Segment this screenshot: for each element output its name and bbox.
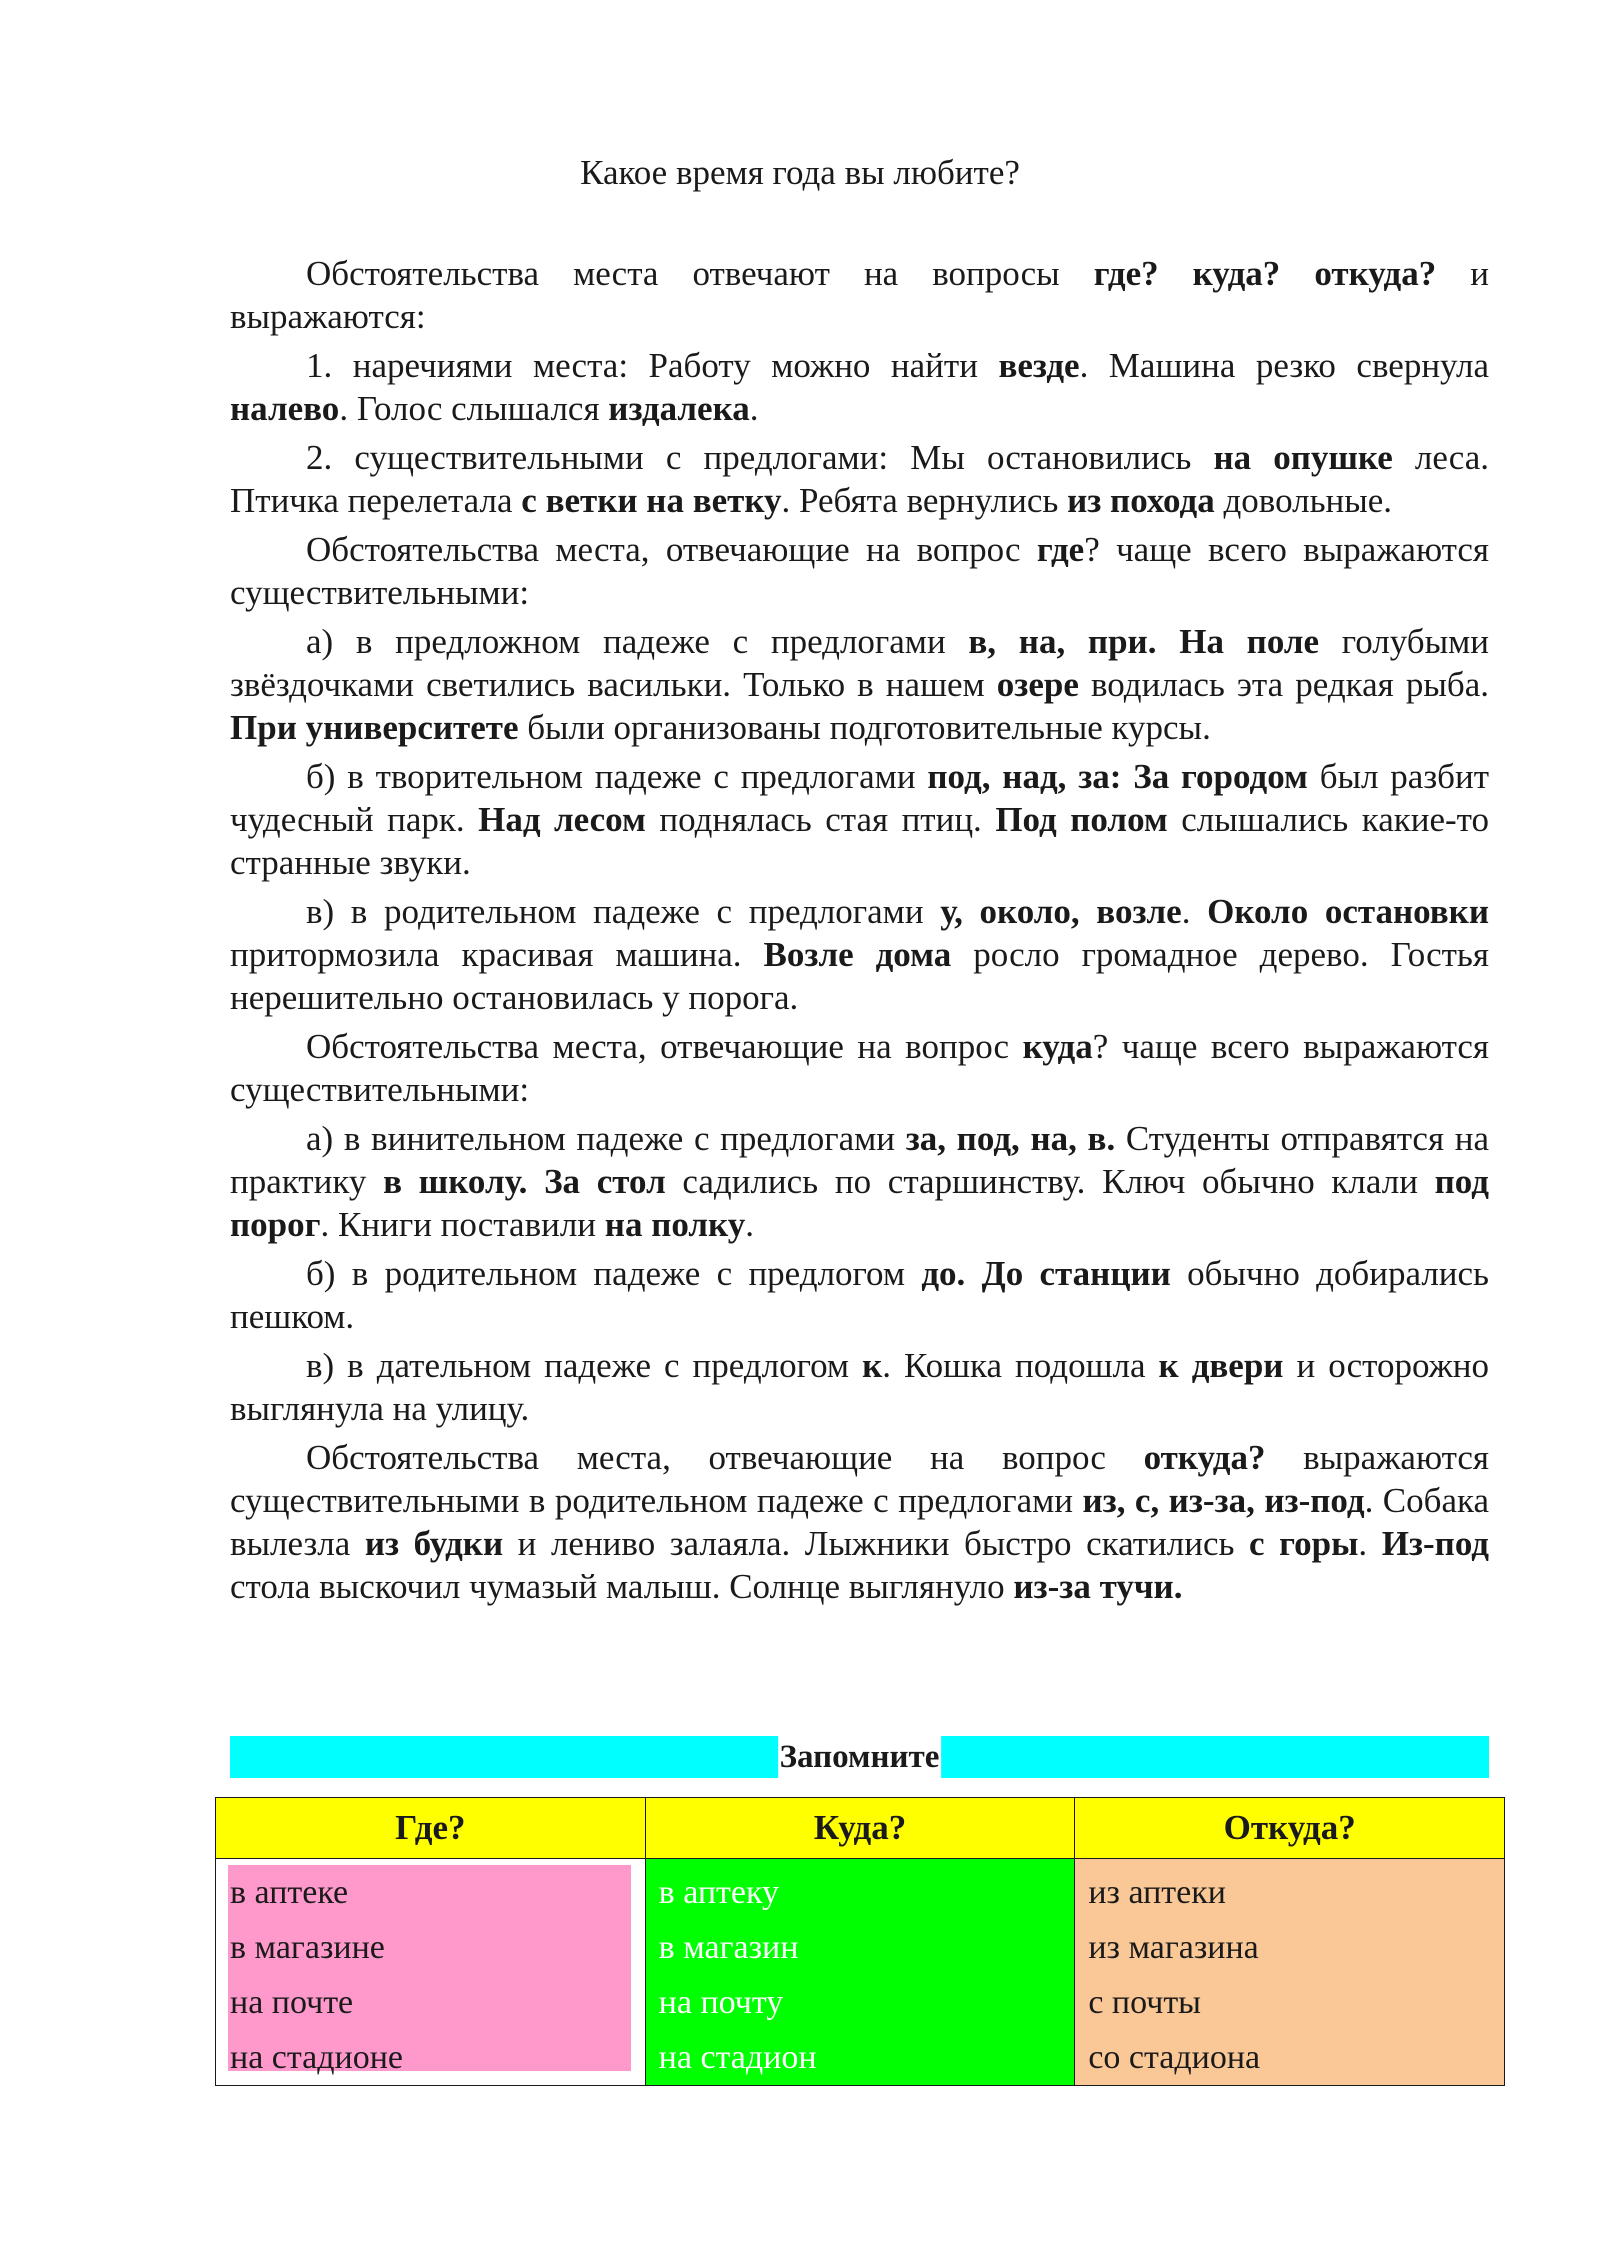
bold-run: под порог [230, 1162, 1490, 1244]
text-run: 1. наречиями места: Работу можно найти [306, 346, 999, 385]
text-run [527, 1162, 544, 1201]
text-run: голубыми звёздочками светились васильки. Только в нашем [230, 622, 1490, 704]
bold-run: Около остановки [1207, 892, 1490, 931]
bold-run: в школу. [383, 1162, 528, 1201]
paragraph [230, 344, 1489, 430]
from-item: из аптеки [1088, 1874, 1226, 1911]
bold-run: Над лесом [478, 800, 646, 839]
to-item: в магазин [658, 1929, 799, 1966]
text-run: Обстоятельства места, отвечающие на вопрос [306, 1027, 1023, 1066]
text-run: притормозила красивая машина. [230, 935, 764, 974]
text-run: и выражаются: [230, 254, 1490, 336]
bold-run: из-за тучи. [1013, 1567, 1183, 1606]
remember-label: Запомните [778, 1736, 942, 1778]
bold-run: налево [230, 389, 340, 428]
text-run: . Книги поставили [320, 1205, 605, 1244]
bold-run: с ветки на ветку [521, 481, 782, 520]
text-run: ? чаще всего выражаются существительными: [230, 530, 1489, 612]
case-table [215, 1797, 1505, 2086]
bold-run: из, с, из-за, из-под [1082, 1481, 1365, 1520]
header-where: Где? [216, 1798, 646, 1859]
paragraph [230, 1025, 1489, 1111]
text-run: довольные. [1214, 481, 1393, 520]
bold-run: куда [1022, 1027, 1093, 1066]
text-run: был разбит чудесный парк. [230, 757, 1489, 839]
where-item: в аптеке [230, 1874, 349, 1911]
text-run: . Собака вылезла [230, 1481, 1490, 1563]
bold-run: под, над, за: [927, 757, 1122, 796]
remember-banner [230, 1736, 1489, 1778]
paragraph [230, 620, 1489, 749]
text-run: ? чаще всего выражаются существительными: [230, 1027, 1489, 1109]
text-run: 2. существительными с предлогами: Мы остановились [306, 438, 1214, 477]
text-run: Студенты отправятся на практику [230, 1119, 1489, 1201]
bold-run: из похода [1067, 481, 1215, 520]
bold-run: везде [998, 346, 1080, 385]
text-run: в) в родительном падеже с предлогами [306, 892, 941, 931]
where-highlight [228, 1865, 631, 2076]
bold-run: к двери [1158, 1346, 1284, 1385]
text-run: . Машина резко свернула [1079, 346, 1490, 385]
text-run: . Кошка подошла [882, 1346, 1159, 1385]
bold-run: у, около, возле [940, 892, 1182, 931]
bold-run: на опушке [1213, 438, 1393, 477]
header-to: Куда? [645, 1798, 1075, 1859]
text-run: в) в дательном падеже с предлогом [306, 1346, 863, 1385]
text-run: и осторожно выглянула на улицу. [230, 1346, 1489, 1428]
table-header-row [216, 1798, 1505, 1859]
bold-run: До станции [981, 1254, 1171, 1293]
bold-run: с горы [1249, 1524, 1359, 1563]
bold-run: к [862, 1346, 883, 1385]
document-body [230, 252, 1489, 1608]
bold-run: Под полом [995, 800, 1168, 839]
text-run: и лениво залаяла. Лыжники быстро скатились [503, 1524, 1249, 1563]
document-title: Какое время года вы любите? [580, 153, 1020, 192]
cell-where [216, 1859, 646, 2086]
text-run: . [1358, 1524, 1382, 1563]
from-list [1075, 1859, 1504, 2085]
paragraph [230, 755, 1489, 884]
text-run: поднялась стая птиц. [645, 800, 996, 839]
to-item: на стадион [658, 2039, 817, 2076]
text-run: . [1181, 892, 1208, 931]
bold-run: за, под, на, в. [905, 1119, 1116, 1158]
bold-run: На поле [1179, 622, 1320, 661]
bold-run: где [1036, 530, 1085, 569]
paragraph [230, 436, 1489, 522]
paragraph [230, 890, 1489, 1019]
text-run: . [745, 1205, 754, 1244]
text-run: б) в родительном падеже с предлогом [306, 1254, 922, 1293]
bold-run: на полку [604, 1205, 746, 1244]
header-from: Откуда? [1075, 1798, 1505, 1859]
text-run: леса. Птичка перелетала [230, 438, 1489, 520]
text-run: . Ребята вернулись [781, 481, 1068, 520]
bold-run: За городом [1133, 757, 1308, 796]
from-item: из магазина [1088, 1929, 1259, 1966]
table-row [216, 1859, 1505, 2086]
paragraph [230, 1117, 1489, 1246]
text-run: выражаются существительными в родительном падеже с предлогами [230, 1438, 1489, 1520]
bold-run: За стол [544, 1162, 666, 1201]
where-item: на стадионе [230, 2039, 404, 2076]
bold-run: озере [996, 665, 1079, 704]
paragraph [230, 1344, 1489, 1430]
text-run: водилась эта редкая рыба. [1078, 665, 1489, 704]
where-item: в магазине [230, 1929, 385, 1966]
text-run: б) в творительном падеже с предлогами [306, 757, 928, 796]
text-run: Обстоятельства места, отвечающие на вопрос [306, 1438, 1144, 1477]
cell-to [645, 1859, 1075, 2086]
text-run: стола выскочил чумазый малыш. Солнце выглянуло [230, 1567, 1014, 1606]
to-item: на почту [658, 1984, 784, 2021]
text-run: . Голос слышался [339, 389, 609, 428]
text-run: обычно добирались пешком. [230, 1254, 1490, 1336]
text-run: росло громадное дерево. Гостья нерешительно остановилась у порога. [230, 935, 1489, 1017]
paragraph [230, 528, 1489, 614]
bold-run: до. [921, 1254, 966, 1293]
to-list [646, 1859, 1075, 2085]
where-item: на почте [230, 1984, 354, 2021]
bold-run: Из-под [1381, 1524, 1490, 1563]
cell-from [1075, 1859, 1505, 2086]
paragraph [230, 1436, 1489, 1608]
text-run: а) в винительном падеже с предлогами [306, 1119, 906, 1158]
text-run: садились по старшинству. Ключ обычно клали [665, 1162, 1435, 1201]
text-run: а) в предложном падеже с предлогами [306, 622, 969, 661]
bold-run: При университете [230, 708, 519, 747]
text-run [1121, 757, 1133, 796]
bold-run: из будки [364, 1524, 504, 1563]
bold-run: издалека [608, 389, 750, 428]
paragraph [230, 252, 1489, 338]
bold-run: откуда? [1143, 1438, 1266, 1477]
text-run: Обстоятельства места отвечают на вопросы [306, 254, 1094, 293]
paragraph [230, 1252, 1489, 1338]
bold-run: Возле дома [763, 935, 952, 974]
text-run [1156, 622, 1179, 661]
text-run: были организованы подготовительные курсы. [518, 708, 1211, 747]
from-item: со стадиона [1088, 2039, 1261, 2076]
text-run: слышались какие-то странные звуки. [230, 800, 1489, 882]
text-run [965, 1254, 981, 1293]
to-item: в аптеку [658, 1874, 780, 1911]
from-item: с почты [1088, 1984, 1202, 2021]
text-run: . [749, 389, 759, 428]
bold-run: в, на, при. [968, 622, 1157, 661]
bold-run: где? куда? откуда? [1093, 254, 1437, 293]
text-run: Обстоятельства места, отвечающие на вопрос [306, 530, 1037, 569]
